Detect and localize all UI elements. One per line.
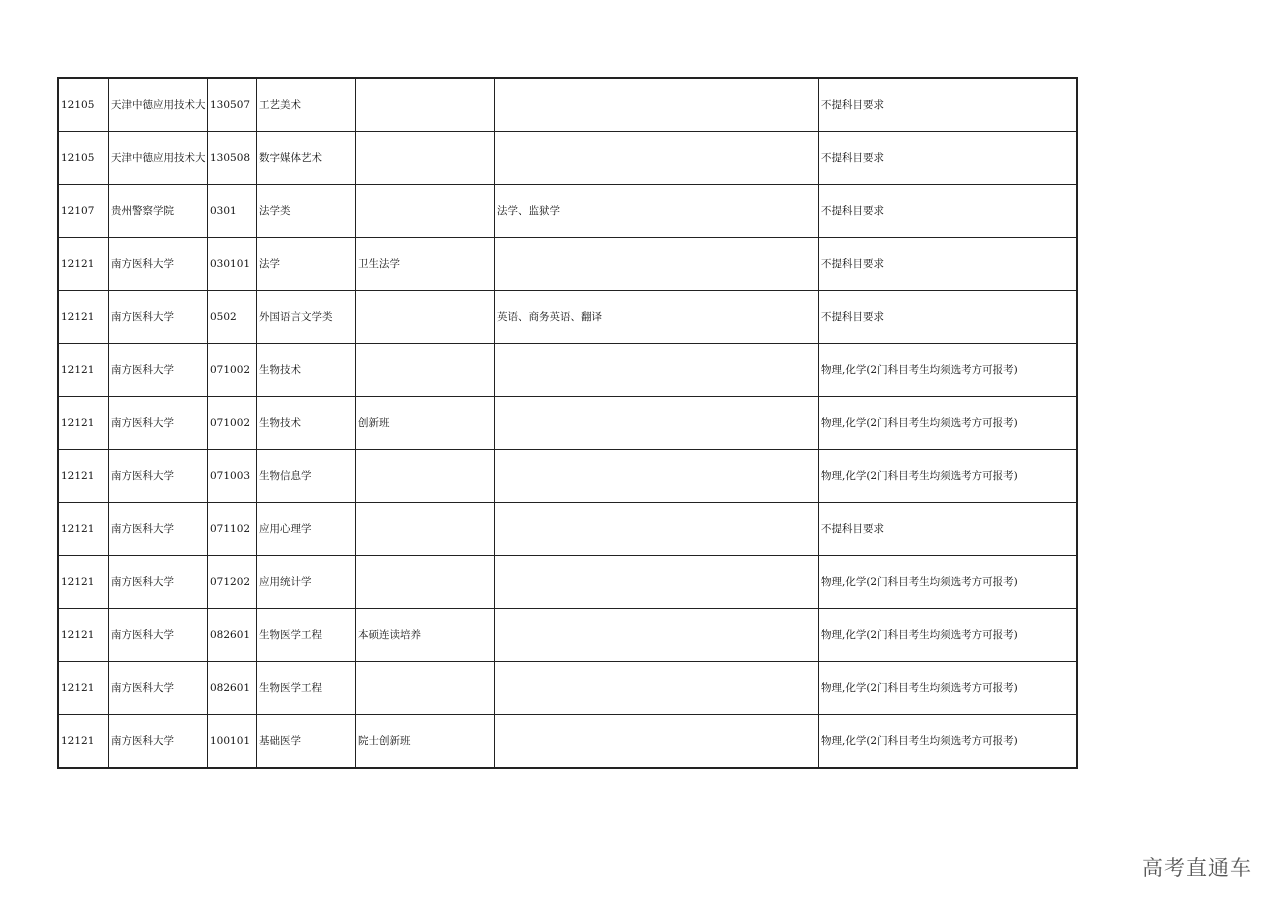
school-name-cell: 南方医科大学: [109, 344, 208, 397]
included-majors-cell: [495, 397, 819, 450]
subject-requirement-cell: 物理,化学(2门科目考生均须选考方可报考): [819, 397, 1078, 450]
subject-requirement-cell: 不提科目要求: [819, 132, 1078, 185]
major-note-cell: [356, 78, 495, 132]
included-majors-cell: [495, 78, 819, 132]
major-name-cell: 外国语言文学类: [257, 291, 356, 344]
major-code-cell: 071202: [208, 556, 257, 609]
major-code-cell: 071003: [208, 450, 257, 503]
school-code-cell: 12105: [58, 132, 109, 185]
major-code-cell: 100101: [208, 715, 257, 769]
table-row: [58, 238, 1077, 291]
major-code-cell: 0502: [208, 291, 257, 344]
included-majors-cell: [495, 556, 819, 609]
included-majors-cell: [495, 503, 819, 556]
school-name-cell: 南方医科大学: [109, 503, 208, 556]
school-name-cell: 天津中德应用技术大: [109, 132, 208, 185]
included-majors-cell: [495, 132, 819, 185]
school-code-cell: 12121: [58, 450, 109, 503]
major-note-cell: 创新班: [356, 397, 495, 450]
major-code-cell: 130507: [208, 78, 257, 132]
school-code-cell: 12121: [58, 715, 109, 769]
admission-table: [57, 77, 1078, 769]
major-name-cell: 生物医学工程: [257, 609, 356, 662]
major-code-cell: 071102: [208, 503, 257, 556]
major-name-cell: 法学类: [257, 185, 356, 238]
table-row: [58, 397, 1077, 450]
major-code-cell: 0301: [208, 185, 257, 238]
subject-requirement-cell: 不提科目要求: [819, 238, 1078, 291]
school-name-cell: 南方医科大学: [109, 662, 208, 715]
included-majors-cell: [495, 715, 819, 769]
table-row: [58, 344, 1077, 397]
major-code-cell: 082601: [208, 609, 257, 662]
major-code-cell: 130508: [208, 132, 257, 185]
school-name-cell: 南方医科大学: [109, 609, 208, 662]
major-name-cell: 应用统计学: [257, 556, 356, 609]
school-code-cell: 12121: [58, 344, 109, 397]
school-name-cell: 南方医科大学: [109, 556, 208, 609]
major-name-cell: 生物医学工程: [257, 662, 356, 715]
subject-requirement-cell: 物理,化学(2门科目考生均须选考方可报考): [819, 556, 1078, 609]
major-note-cell: [356, 556, 495, 609]
school-code-cell: 12121: [58, 556, 109, 609]
major-code-cell: 030101: [208, 238, 257, 291]
major-code-cell: 071002: [208, 344, 257, 397]
major-name-cell: 生物信息学: [257, 450, 356, 503]
major-name-cell: 生物技术: [257, 344, 356, 397]
major-name-cell: 工艺美术: [257, 78, 356, 132]
school-code-cell: 12105: [58, 78, 109, 132]
major-name-cell: 应用心理学: [257, 503, 356, 556]
table-row: [58, 291, 1077, 344]
major-note-cell: [356, 503, 495, 556]
major-name-cell: 基础医学: [257, 715, 356, 769]
school-name-cell: 南方医科大学: [109, 397, 208, 450]
major-code-cell: 082601: [208, 662, 257, 715]
included-majors-cell: [495, 450, 819, 503]
table-row: [58, 503, 1077, 556]
school-name-cell: 天津中德应用技术大: [109, 78, 208, 132]
school-code-cell: 12121: [58, 609, 109, 662]
school-code-cell: 12121: [58, 662, 109, 715]
major-note-cell: 院士创新班: [356, 715, 495, 769]
major-note-cell: [356, 344, 495, 397]
major-note-cell: 卫生法学: [356, 238, 495, 291]
subject-requirement-cell: 不提科目要求: [819, 291, 1078, 344]
major-name-cell: 生物技术: [257, 397, 356, 450]
major-code-cell: 071002: [208, 397, 257, 450]
major-note-cell: 本硕连读培养: [356, 609, 495, 662]
school-code-cell: 12121: [58, 397, 109, 450]
table-row: [58, 78, 1077, 132]
table-row: [58, 662, 1077, 715]
school-code-cell: 12107: [58, 185, 109, 238]
subject-requirement-cell: 物理,化学(2门科目考生均须选考方可报考): [819, 450, 1078, 503]
included-majors-cell: 法学、监狱学: [495, 185, 819, 238]
table-row: [58, 556, 1077, 609]
watermark-text: 高考直通车: [1142, 856, 1252, 880]
subject-requirement-cell: 物理,化学(2门科目考生均须选考方可报考): [819, 609, 1078, 662]
major-note-cell: [356, 291, 495, 344]
included-majors-cell: [495, 238, 819, 291]
major-note-cell: [356, 132, 495, 185]
table-row: [58, 450, 1077, 503]
school-code-cell: 12121: [58, 503, 109, 556]
major-name-cell: 法学: [257, 238, 356, 291]
subject-requirement-cell: 不提科目要求: [819, 78, 1078, 132]
subject-requirement-cell: 物理,化学(2门科目考生均须选考方可报考): [819, 344, 1078, 397]
major-note-cell: [356, 185, 495, 238]
subject-requirement-cell: 不提科目要求: [819, 503, 1078, 556]
included-majors-cell: [495, 662, 819, 715]
included-majors-cell: 英语、商务英语、翻译: [495, 291, 819, 344]
school-name-cell: 南方医科大学: [109, 291, 208, 344]
school-name-cell: 南方医科大学: [109, 238, 208, 291]
school-name-cell: 贵州警察学院: [109, 185, 208, 238]
table-row: [58, 609, 1077, 662]
school-name-cell: 南方医科大学: [109, 450, 208, 503]
subject-requirement-cell: 不提科目要求: [819, 185, 1078, 238]
included-majors-cell: [495, 609, 819, 662]
major-note-cell: [356, 450, 495, 503]
subject-requirement-cell: 物理,化学(2门科目考生均须选考方可报考): [819, 662, 1078, 715]
school-code-cell: 12121: [58, 291, 109, 344]
subject-requirement-cell: 物理,化学(2门科目考生均须选考方可报考): [819, 715, 1078, 769]
major-name-cell: 数字媒体艺术: [257, 132, 356, 185]
table-row: [58, 185, 1077, 238]
table-body: [58, 78, 1077, 768]
table-row: [58, 132, 1077, 185]
table-row: [58, 715, 1077, 769]
included-majors-cell: [495, 344, 819, 397]
school-code-cell: 12121: [58, 238, 109, 291]
school-name-cell: 南方医科大学: [109, 715, 208, 769]
major-note-cell: [356, 662, 495, 715]
